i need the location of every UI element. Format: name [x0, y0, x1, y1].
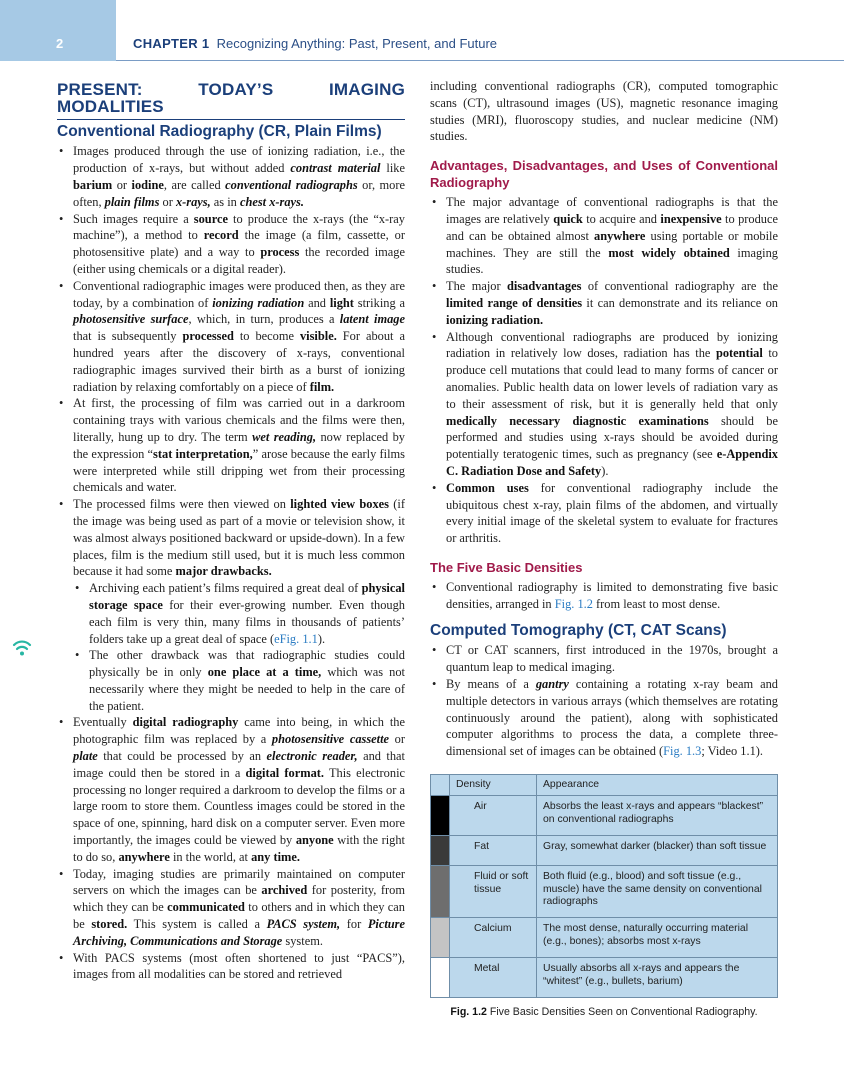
list-item: • CT or CAT scanners, first introduced in the 1970s, brought a quantum leap to medical imaging.	[430, 642, 778, 676]
list-item: • Eventually digital radiography came into being, in which the photographic film was replaced by a photosensitive cassette or plate that could be processed by an electronic reader, and that image could then be stored in a digital format. This electronic processing no longer required a darkroom to develop the films or a large room to store them. Countless images could be stored in the space of one, spinning, hard disk on a computer server. Even more importantly, the images could be viewed by anyone with the right to do so, anywhere in the world, at any time.	[57, 714, 405, 865]
density-header: Density	[450, 774, 537, 796]
density-name: Metal	[450, 958, 537, 998]
density-name: Air	[450, 796, 537, 836]
list-item: • Such images require a source to produce the x-rays (the “x-ray machine”), a method to record the image (a film, cassette, or photosensitive plate) and a way to process the recorded image (either using chemicals or a digital reader).	[57, 211, 405, 278]
right-column	[430, 78, 778, 1021]
efig-1-1-link[interactable]: eFig. 1.1	[274, 631, 318, 646]
density-appearance: The most dense, naturally occurring material (e.g., bones); absorbs most x-rays	[537, 918, 778, 958]
swatch-header	[431, 774, 450, 796]
density-appearance: Gray, somewhat darker (blacker) than soft tissue	[537, 836, 778, 866]
density-table	[430, 774, 778, 999]
subsection-title: Conventional Radiography (CR, Plain Films)	[57, 122, 382, 140]
table-row	[431, 958, 778, 998]
continued-paragraph: including conventional radiographs (CR), computed tomographic scans (CT), ultrasound images (US), magnetic resonance imaging studies (MRI), fluoroscopy studies, and nuclear medicine (NM) studies.	[430, 79, 778, 144]
density-swatch	[431, 958, 450, 998]
list-item: • Images produced through the use of ionizing radiation, i.e., the production of x-rays, but without added contrast material like barium or iodine, are called conventional radiographs or, more often, plain films or x-rays, as in chest x-rays.	[57, 143, 405, 210]
wifi-signal-icon[interactable]	[12, 637, 32, 659]
density-appearance: Absorbs the least x-rays and appears “blackest” on conventional radiographs	[537, 796, 778, 836]
advantages-heading: Advantages, Disadvantages, and Uses of Conventional Radiography	[430, 158, 778, 191]
list-item: • Conventional radiography is limited to demonstrating five basic densities, arranged in Fig. 1.2 from least to most dense.	[430, 579, 778, 613]
list-item: • Although conventional radiographs are produced by ionizing radiation in relatively low doses, radiation has the potential to produce cell mutations that could lead to many forms of cancer or anomalies. Public health data on lower levels of radiation vary as to their assessment of risk, but it is generally held that only medically necessary diagnostic examinations should be performed and studies using x-rays should be avoided during potentially teratogenic times, such as pregnancy (see e-Appendix C. Radiation Dose and Safety).	[430, 329, 778, 480]
section-title: PRESENT: TODAY’S IMAGING MODALITIES	[57, 82, 405, 120]
left-column	[57, 78, 405, 983]
header-rule	[116, 60, 844, 61]
bullet-list	[57, 143, 405, 983]
list-item: • Today, imaging studies are primarily maintained on computer servers on which the images can be archived for posterity, from which they can be communicated to others and in which they can be stored. This system is called a PACS system, for Picture Archiving, Communications and Storage system.	[57, 866, 405, 950]
list-item: • The major advantage of conventional radiographs is that the images are relatively quick to acquire and inexpensive to produce and can be obtained almost anywhere using portable or mobile machines. They are still the most widely obtained imaging studies.	[430, 194, 778, 278]
nested-bullet-list	[73, 580, 405, 714]
list-item: • Conventional radiographic images were produced then, as they are today, by a combination of ionizing radiation and light striking a photosensitive surface, which, in turn, produces a latent image that is subsequently processed to become visible. For about a hundred years after the discovery of x-rays, conventional radiographic images survived their birth as a burst of ionizing radiation by relaxing comfortably on a piece of film.	[57, 278, 405, 396]
list-item: • By means of a gantry containing a rotating x-ray beam and multiple detectors in various arrays (which themselves are rotating continuously around the patient), along with sophisticated computer algorithms to process the data, a complete three-dimensional set of images can be obtained (Fig. 1.3; Video 1.1).	[430, 676, 778, 760]
table-row	[431, 918, 778, 958]
chapter-label: CHAPTER 1	[133, 36, 210, 51]
density-name: Fat	[450, 836, 537, 866]
fig-1-2-link[interactable]: Fig. 1.2	[554, 596, 593, 611]
list-item: • The major disadvantages of conventional radiography are the limited range of densities it can demonstrate and its reliance on ionizing radiation.	[430, 278, 778, 328]
density-swatch	[431, 866, 450, 918]
appendix-c-link[interactable]: e-Appendix C. Radiation Dose and Safety	[446, 447, 778, 478]
density-swatch	[431, 836, 450, 866]
fig-1-3-link[interactable]: Fig. 1.3	[663, 744, 702, 759]
list-item: • Common uses for conventional radiography include the ubiquitous chest x-ray, plain films of the abdomen, and virtually every initial image of the skeletal system to evaluate for fractures or arthritis.	[430, 480, 778, 547]
page-number: 2	[56, 36, 64, 51]
ct-heading: Computed Tomography (CT, CAT Scans)	[430, 621, 727, 639]
list-item: • At first, the processing of film was carried out in a darkroom containing trays with various chemicals and the films were then, literally, hung up to dry. The term wet reading, now replaced by the expression “stat interpretation,” arose because the early films were interpreted while still dripping wet from their processing chemicals and water.	[57, 395, 405, 496]
bullet-list	[430, 194, 778, 547]
five-densities-heading: The Five Basic Densities	[430, 559, 583, 575]
appearance-header: Appearance	[537, 774, 778, 796]
chapter-title: Recognizing Anything: Past, Present, and Future	[216, 36, 498, 51]
table-row	[431, 796, 778, 836]
table-row	[431, 866, 778, 918]
table-header-row	[431, 774, 778, 796]
density-swatch	[431, 918, 450, 958]
figure-label: Fig. 1.2	[450, 1006, 487, 1019]
density-appearance: Usually absorbs all x-rays and appears the “whitest” (e.g., bullets, barium)	[537, 958, 778, 998]
running-head	[133, 36, 497, 51]
list-item: • Archiving each patient’s films required a great deal of physical storage space for their ever-growing number. Even though each film is very thin, many films in thousands of patients’ folders take up a great deal of space (eFig. 1.1).	[73, 580, 405, 647]
bullet-list	[430, 642, 778, 760]
list-item: • The other drawback was that radiographic studies could physically be in only one place at a time, which was not necessarily where they might be needed to help in the care of the patient.	[73, 647, 405, 714]
density-appearance: Both fluid (e.g., blood) and soft tissue (e.g., muscle) have the same density on conventional radiographs	[537, 866, 778, 918]
header-tab	[0, 0, 116, 61]
density-swatch	[431, 796, 450, 836]
table-row	[431, 836, 778, 866]
list-item: • With PACS systems (most often shortened to just “PACS”), images from all modalities can be stored and retrieved	[57, 950, 405, 984]
density-name: Fluid or soft tissue	[450, 866, 537, 918]
density-name: Calcium	[450, 918, 537, 958]
figure-caption-text: Five Basic Densities Seen on Conventional Radiography.	[486, 1006, 758, 1019]
bullet-list	[430, 579, 778, 613]
list-item: • The processed films were then viewed on lighted view boxes (if the image was being used as part of a movie or television show, it was almost always positioned backward or upside-down). In a few places, film is the medium still used, but it is much less common because it had some major drawbacks. • Archiving each patient’s films required a great deal of physical storage space for their ever-growing number. Even though each film is very thin, many films in thousands of patients’ folders take up a great deal of space (eFig. 1.1). • The other drawback was that radiographic studies could physically be in only one place at a time, which was not necessarily where they might be needed to help in the care of the patient.	[57, 496, 405, 714]
figure-caption	[430, 1004, 778, 1021]
